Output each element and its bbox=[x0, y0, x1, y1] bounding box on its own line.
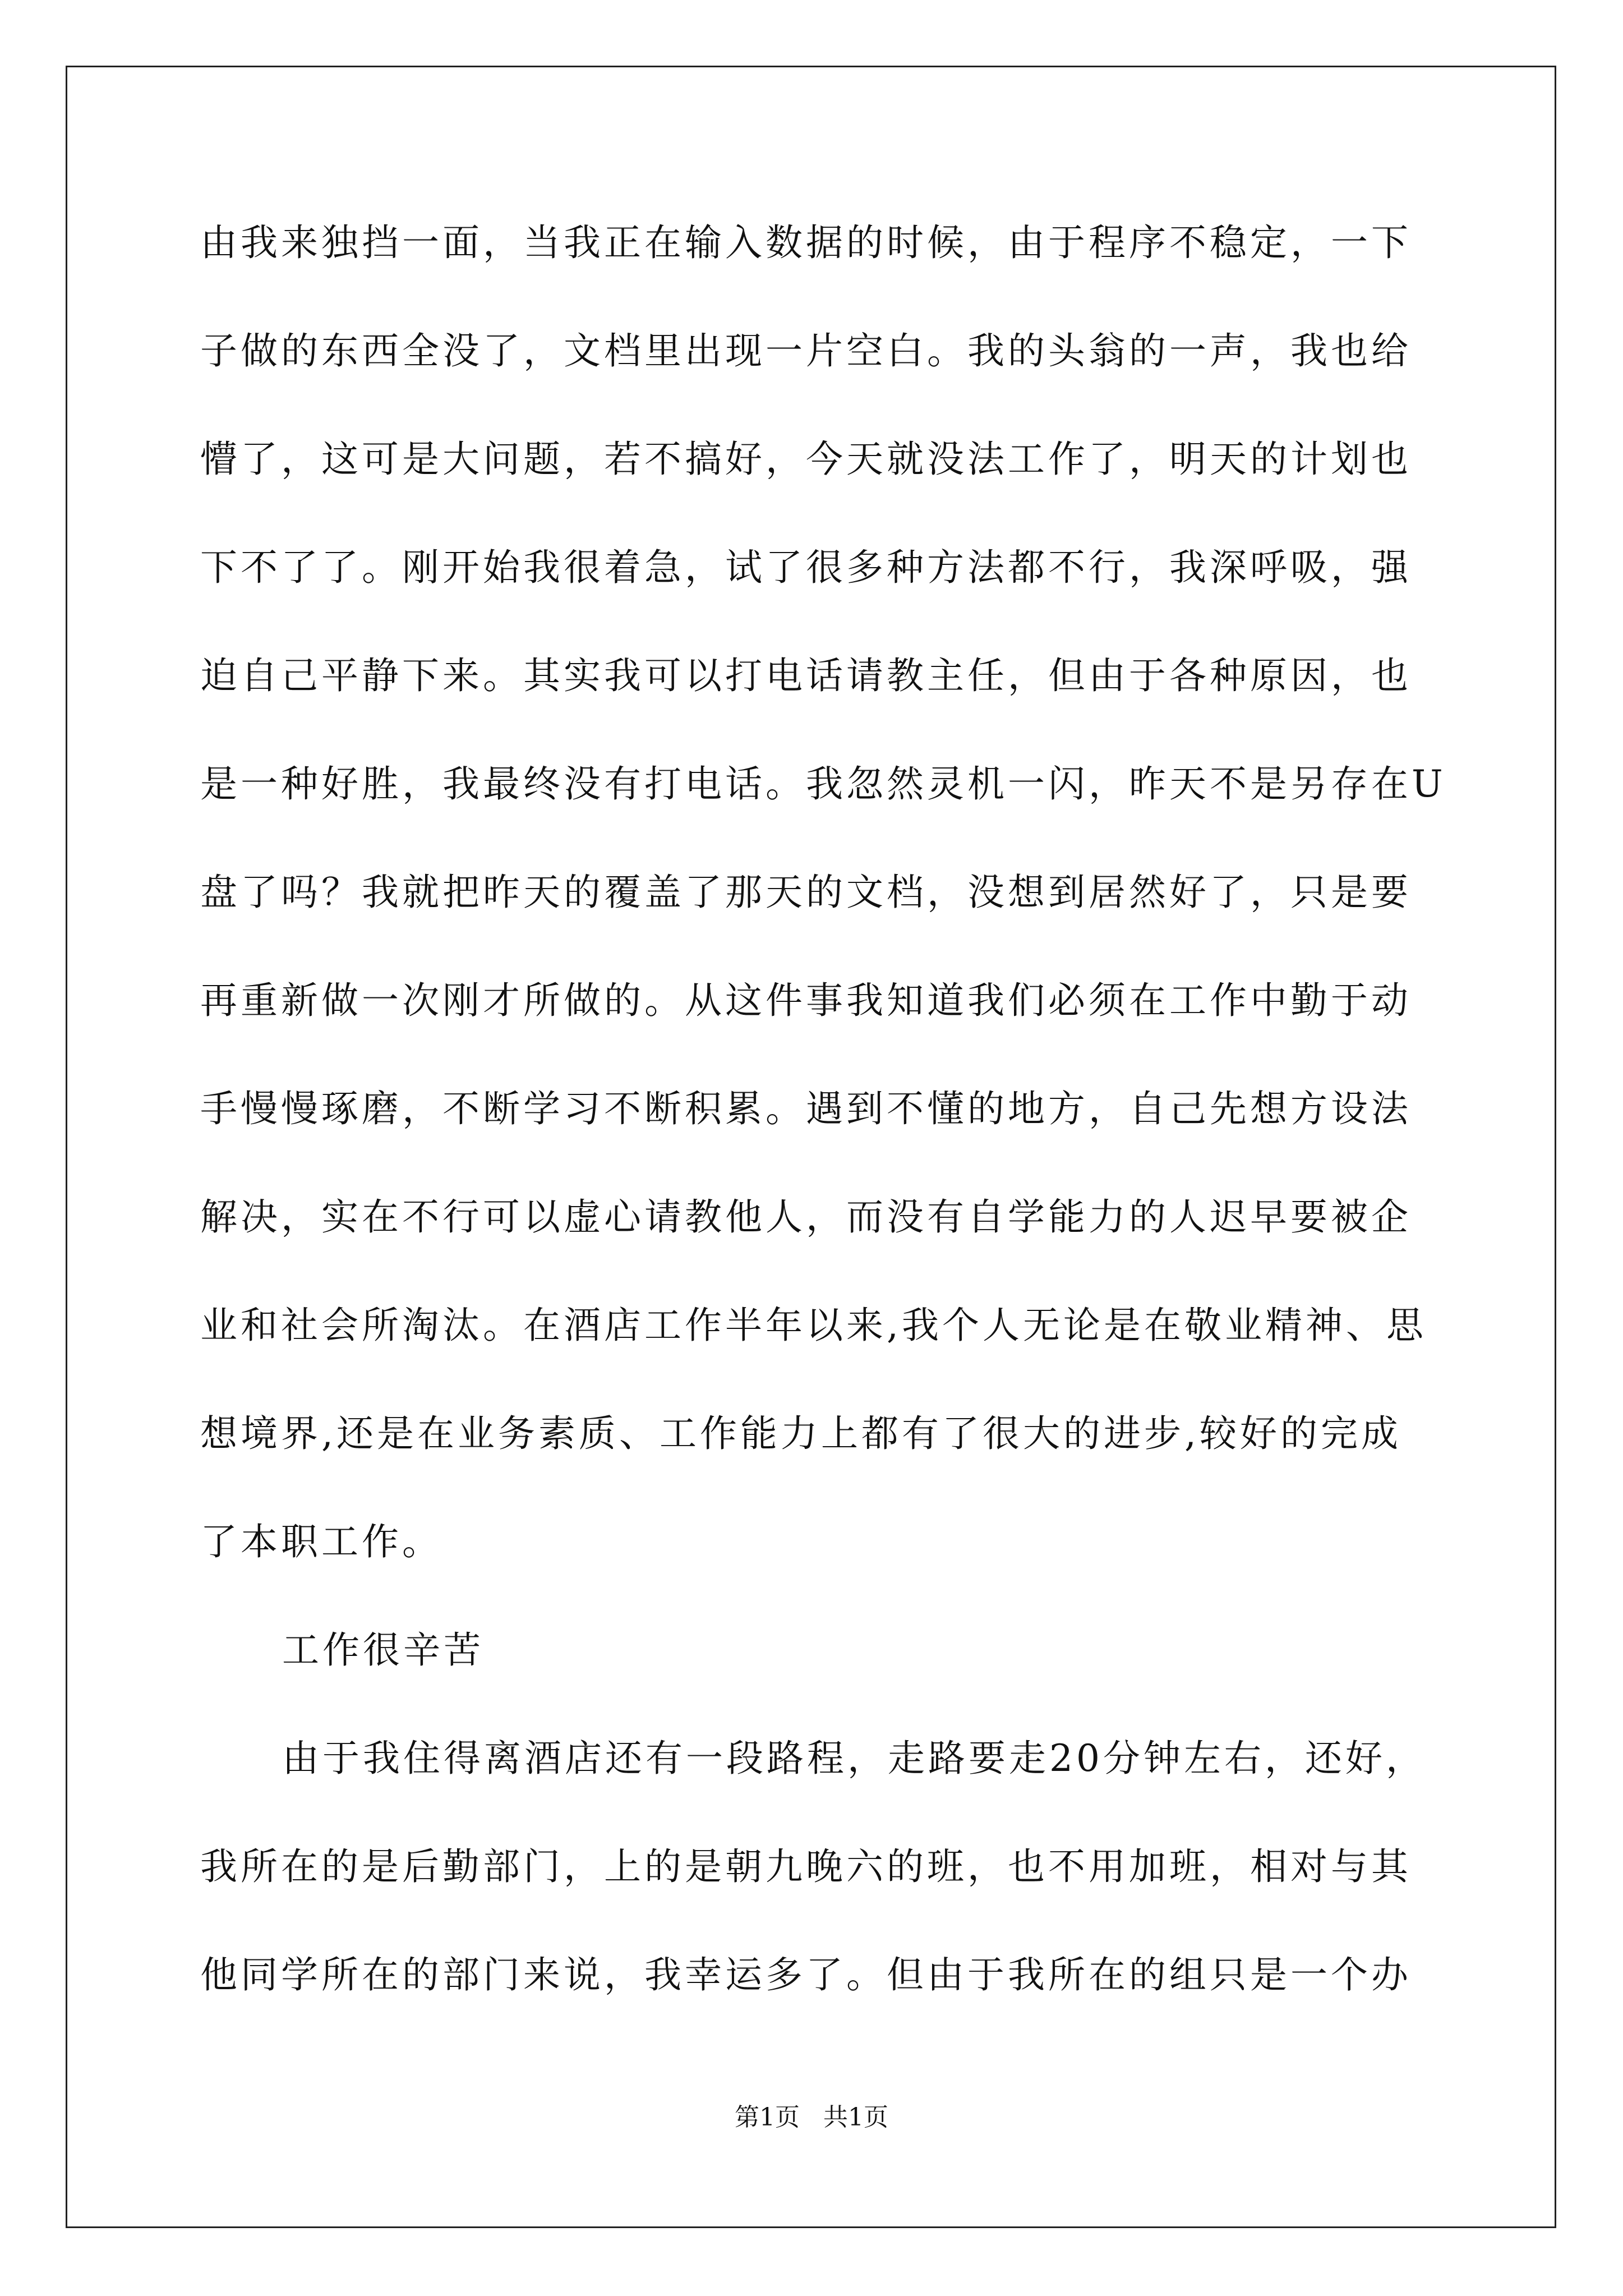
paragraph-line: 下不了了。刚开始我很着急，试了很多种方法都不行，我深呼吸，强 bbox=[200, 546, 1412, 589]
paragraph-line: 手慢慢琢磨，不断学习不断积累。遇到不懂的地方，自己先想方设法 bbox=[200, 1087, 1412, 1130]
paragraph-line: 他同学所在的部门来说，我幸运多了。但由于我所在的组只是一个办 bbox=[200, 1953, 1412, 1996]
paragraph-line: 业和社会所淘汰。在酒店工作半年以来,我个人无论是在敬业精神、思 bbox=[200, 1304, 1427, 1347]
paragraph-line: 由于我住得离酒店还有一段路程，走路要走20分钟左右，还好， bbox=[282, 1737, 1426, 1780]
section-heading: 工作很辛苦 bbox=[282, 1628, 484, 1672]
paragraph-line: 由我来独挡一面，当我正在输入数据的时候，由于程序不稳定，一下 bbox=[200, 221, 1412, 264]
paragraph-line: 想境界,还是在业务素质、工作能力上都有了很大的进步,较好的完成 bbox=[200, 1412, 1401, 1455]
paragraph-line: 懵了，这可是大问题，若不搞好，今天就没法工作了，明天的计划也 bbox=[200, 438, 1412, 481]
paragraph-line: 解决，实在不行可以虚心请教他人，而没有自学能力的人迟早要被企 bbox=[200, 1195, 1412, 1239]
paragraph-line: 了本职工作。 bbox=[200, 1520, 442, 1563]
paragraph-line: 盘了吗？我就把昨天的覆盖了那天的文档，没想到居然好了，只是要 bbox=[200, 871, 1412, 914]
page-border bbox=[66, 66, 1556, 2228]
page-number-footer: 第1页 共1页 bbox=[735, 2103, 888, 2132]
paragraph-line: 迫自己平静下来。其实我可以打电话请教主任，但由于各种原因，也 bbox=[200, 654, 1412, 697]
paragraph-line: 是一种好胜，我最终没有打电话。我忽然灵机一闪，昨天不是另存在U bbox=[200, 762, 1446, 806]
paragraph-line: 再重新做一次刚才所做的。从这件事我知道我们必须在工作中勤于动 bbox=[200, 979, 1412, 1022]
paragraph-line: 我所在的是后勤部门，上的是朝九晚六的班，也不用加班，相对与其 bbox=[200, 1845, 1412, 1888]
paragraph-line: 子做的东西全没了，文档里出现一片空白。我的头翁的一声，我也给 bbox=[200, 329, 1412, 372]
